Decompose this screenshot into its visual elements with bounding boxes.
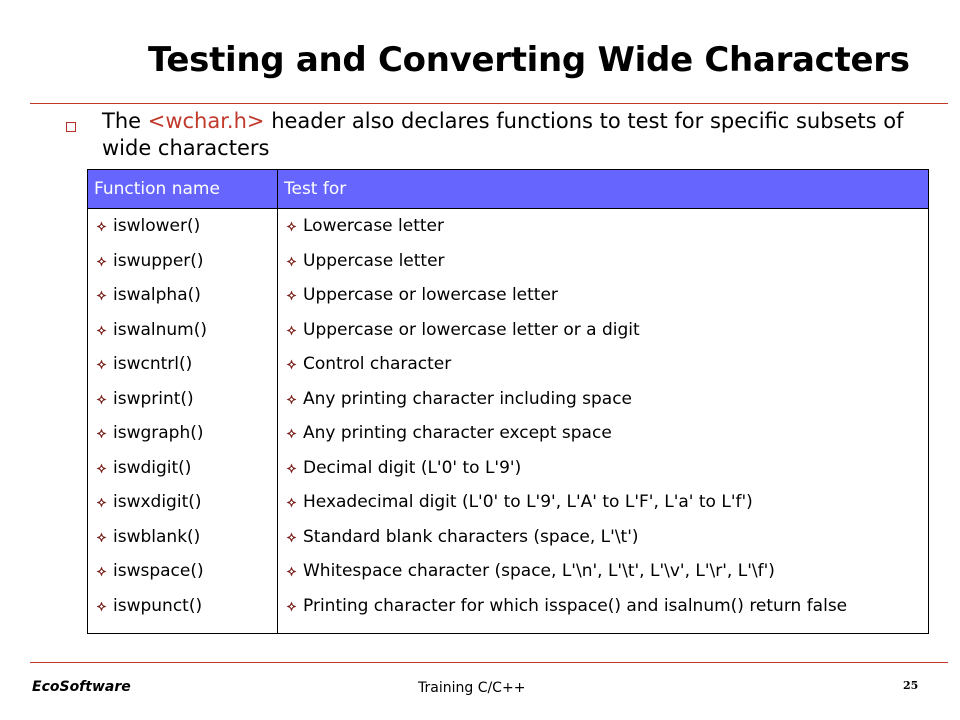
table-header-row (88, 170, 929, 209)
footer-course: Training C/C++ (418, 680, 526, 696)
test-item (284, 250, 924, 285)
function-item-label: iswgraph() (113, 423, 204, 443)
diamond-icon (96, 566, 107, 577)
function-cell (88, 209, 278, 634)
intro-text (102, 108, 922, 162)
test-item (284, 388, 924, 423)
column-header-test: Test for (278, 170, 929, 209)
diamond-icon (96, 601, 107, 612)
table-body-row (88, 209, 929, 634)
function-item (94, 215, 273, 250)
footer-company: EcoSoftware (32, 679, 131, 695)
diamond-icon (286, 290, 297, 301)
diamond-icon (286, 325, 297, 336)
footer-divider (30, 662, 948, 663)
diamond-icon (96, 221, 107, 232)
diamond-icon (286, 256, 297, 267)
diamond-icon (286, 221, 297, 232)
test-item (284, 319, 924, 354)
test-item-label: Hexadecimal digit (L'0' to L'9', L'A' to L'F', L'a' to L'f') (303, 492, 753, 512)
function-item-label: iswalnum() (113, 319, 207, 340)
function-item (94, 319, 273, 354)
function-item-label: iswupper() (113, 250, 204, 271)
diamond-icon (96, 359, 107, 370)
function-item (94, 284, 273, 319)
test-item-label: Decimal digit (L'0' to L'9') (303, 457, 522, 478)
function-item (94, 457, 273, 492)
test-item-label: Uppercase or lowercase letter or a digit (303, 319, 640, 340)
test-item (284, 457, 924, 492)
test-item-label: Standard blank characters (space, L'\t') (303, 526, 639, 547)
function-item-label: iswpunct() (113, 595, 203, 616)
function-item (94, 353, 273, 388)
function-item (94, 422, 273, 457)
test-item (284, 215, 924, 250)
test-cell (278, 209, 929, 634)
function-item-label: iswcntrl() (113, 354, 193, 374)
test-item (284, 491, 924, 526)
test-item-label: Uppercase letter (303, 250, 445, 271)
function-item (94, 595, 273, 630)
test-item (284, 353, 924, 388)
function-item (94, 388, 273, 423)
diamond-icon (96, 394, 107, 405)
function-item (94, 526, 273, 561)
diamond-icon (96, 256, 107, 267)
diamond-icon (96, 463, 107, 474)
test-item (284, 595, 924, 630)
function-item-label: iswprint() (113, 388, 194, 409)
diamond-icon (286, 497, 297, 508)
intro-text-pre: The (102, 109, 148, 133)
function-list (94, 215, 273, 629)
diamond-icon (286, 463, 297, 474)
hollow-square-icon (66, 122, 76, 132)
function-item-label: iswxdigit() (113, 492, 202, 512)
function-item (94, 250, 273, 285)
function-item-label: iswlower() (113, 216, 201, 236)
intro-bullet (62, 108, 922, 162)
test-item-label: Printing character for which isspace() and isalnum() return false (303, 595, 848, 616)
test-item-label: Uppercase or lowercase letter (303, 285, 558, 305)
test-item-label: Lowercase letter (303, 216, 444, 236)
diamond-icon (96, 290, 107, 301)
test-item-label: Whitespace character (space, L'\n', L'\t', L'\v', L'\r', L'\f') (303, 561, 775, 581)
diamond-icon (286, 601, 297, 612)
column-header-function: Function name (88, 170, 278, 209)
diamond-icon (286, 394, 297, 405)
diamond-icon (286, 566, 297, 577)
intro-text-post: header also declares functions to test for specific subsets of wide characters (102, 109, 904, 160)
test-item-label: Any printing character including space (303, 388, 633, 409)
test-list (284, 215, 924, 629)
function-item-label: iswdigit() (113, 457, 192, 478)
test-item (284, 284, 924, 319)
header-name: <wchar.h> (147, 109, 265, 133)
footer-page-number: 25 (903, 679, 919, 692)
test-item-label: Control character (303, 354, 452, 374)
diamond-icon (96, 325, 107, 336)
diamond-icon (96, 532, 107, 543)
functions-table (87, 169, 929, 634)
test-item (284, 526, 924, 561)
function-item (94, 560, 273, 595)
slide-title: Testing and Converting Wide Characters (148, 40, 910, 80)
diamond-icon (286, 359, 297, 370)
test-item (284, 560, 924, 595)
function-item-label: iswspace() (113, 561, 204, 581)
function-item-label: iswalpha() (113, 285, 201, 305)
diamond-icon (286, 532, 297, 543)
diamond-icon (96, 497, 107, 508)
test-item (284, 422, 924, 457)
diamond-icon (96, 428, 107, 439)
test-item-label: Any printing character except space (303, 423, 612, 443)
title-divider (30, 103, 948, 104)
function-item (94, 491, 273, 526)
diamond-icon (286, 428, 297, 439)
function-item-label: iswblank() (113, 526, 201, 547)
